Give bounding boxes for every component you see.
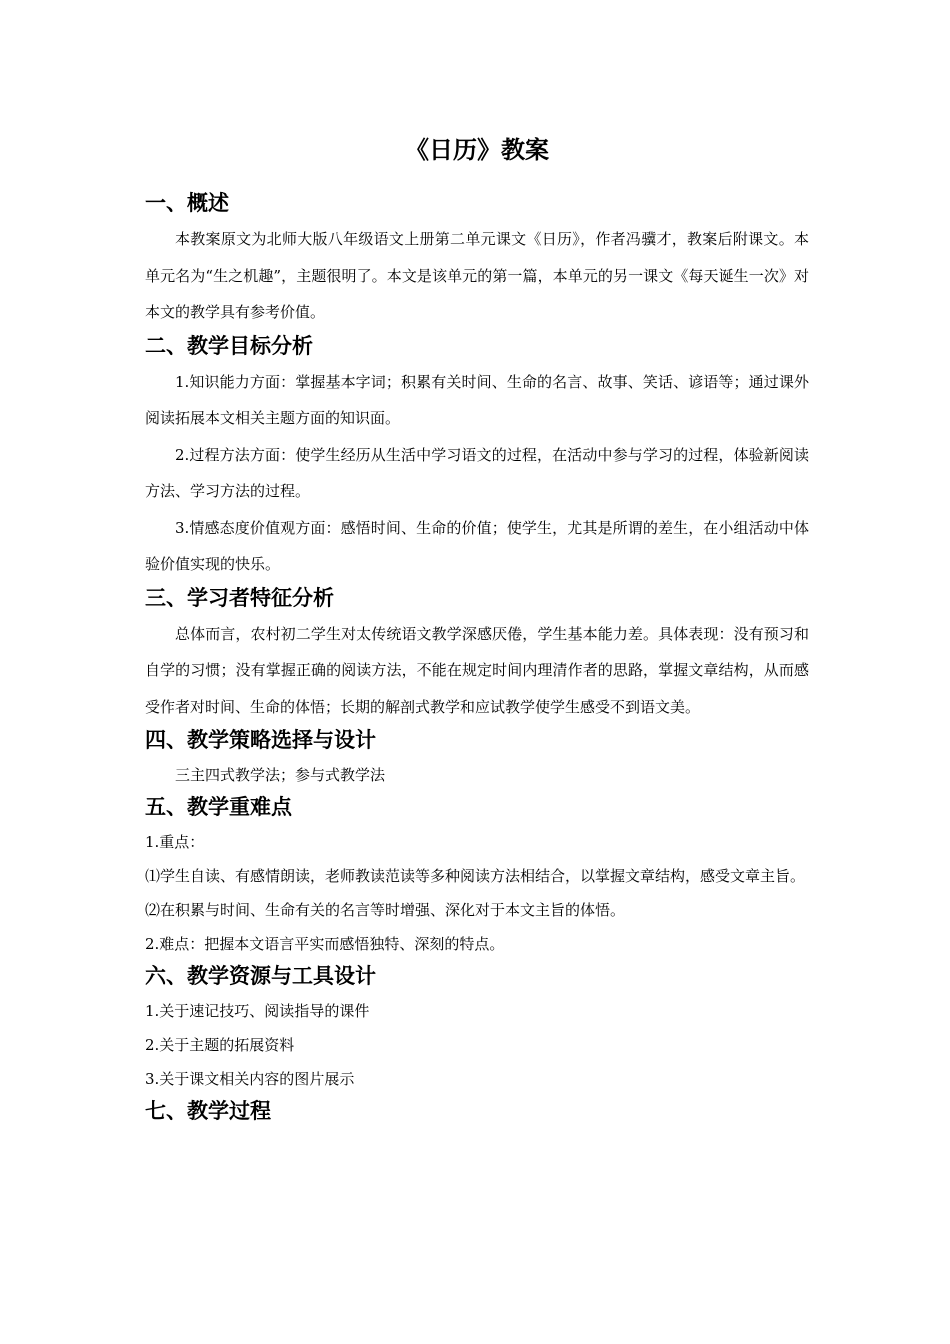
paragraph: 2.关于主题的拓展资料 <box>145 1036 295 1054</box>
section-heading: 三、学习者特征分析 <box>145 585 334 610</box>
paragraph: 本教案原文为北师大版八年级语文上册第二单元课文《日历》，作者冯骥才，教案后附课文。本单元名为“生之机趣”，主题很明了。本文是该单元的第一篇，本单元的另一课文《每天诞生一次》对本文的教学具有参考价值。 <box>145 230 809 321</box>
section-learner-analysis <box>145 583 809 726</box>
section-teaching-strategy <box>145 725 809 792</box>
paragraph: 1.重点： <box>145 833 205 851</box>
section-heading: 七、教学过程 <box>145 1099 271 1123</box>
paragraph: 3.关于课文相关内容的图片展示 <box>145 1070 355 1088</box>
paragraph: 三主四式教学法；参与式教学法 <box>175 766 386 784</box>
section-teaching-goals <box>145 331 809 583</box>
section-heading: 五、教学重难点 <box>145 795 292 819</box>
paragraph: ⑴学生自读、有感情朗读，老师教读范读等多种阅读方法相结合，以掌握文章结构，感受文章主旨。 <box>145 867 806 885</box>
section-heading: 四、教学策略选择与设计 <box>145 728 376 752</box>
paragraph: 2.难点：把握本文语言平实而感悟独特、深刻的特点。 <box>145 935 505 953</box>
paragraph: ⑵在积累与时间、生命有关的名言等时增强、深化对于本文主旨的体悟。 <box>145 901 626 919</box>
paragraph: 1.知识能力方面：掌握基本字词；积累有关时间、生命的名言、故事、笑话、谚语等；通过课外阅读拓展本文相关主题方面的知识面。 <box>145 372 809 427</box>
document-title: 《日历》教案 <box>405 136 549 164</box>
paragraph: 总体而言，农村初二学生对太传统语文教学深感厌倦，学生基本能力差。具体表现：没有预习和自学的习惯；没有掌握正确的阅读方法，不能在规定时间内理清作者的思路，掌握文章结构，从而感受作者对时间、生命的体悟；长期的解剖式教学和应试教学使学生感受不到语文美。 <box>145 624 809 716</box>
section-teaching-process <box>145 1096 809 1126</box>
section-heading: 一、概述 <box>145 191 229 215</box>
section-heading: 六、教学资源与工具设计 <box>145 964 376 988</box>
paragraph: 3.情感态度价值观方面：感悟时间、生命的价值；使学生，尤其是所谓的差生，在小组活动中体验价值实现的快乐。 <box>145 518 809 573</box>
section-resources <box>145 961 809 1096</box>
section-overview <box>145 188 809 331</box>
document-body <box>145 136 809 1129</box>
paragraph: 2.过程方法方面：使学生经历从生活中学习语文的过程，在活动中参与学习的过程，体验新阅读方法、学习方法的过程。 <box>145 445 809 500</box>
section-key-points <box>145 792 809 961</box>
section-heading: 二、教学目标分析 <box>145 333 313 358</box>
paragraph: 1.关于速记技巧、阅读指导的课件 <box>145 1002 370 1020</box>
